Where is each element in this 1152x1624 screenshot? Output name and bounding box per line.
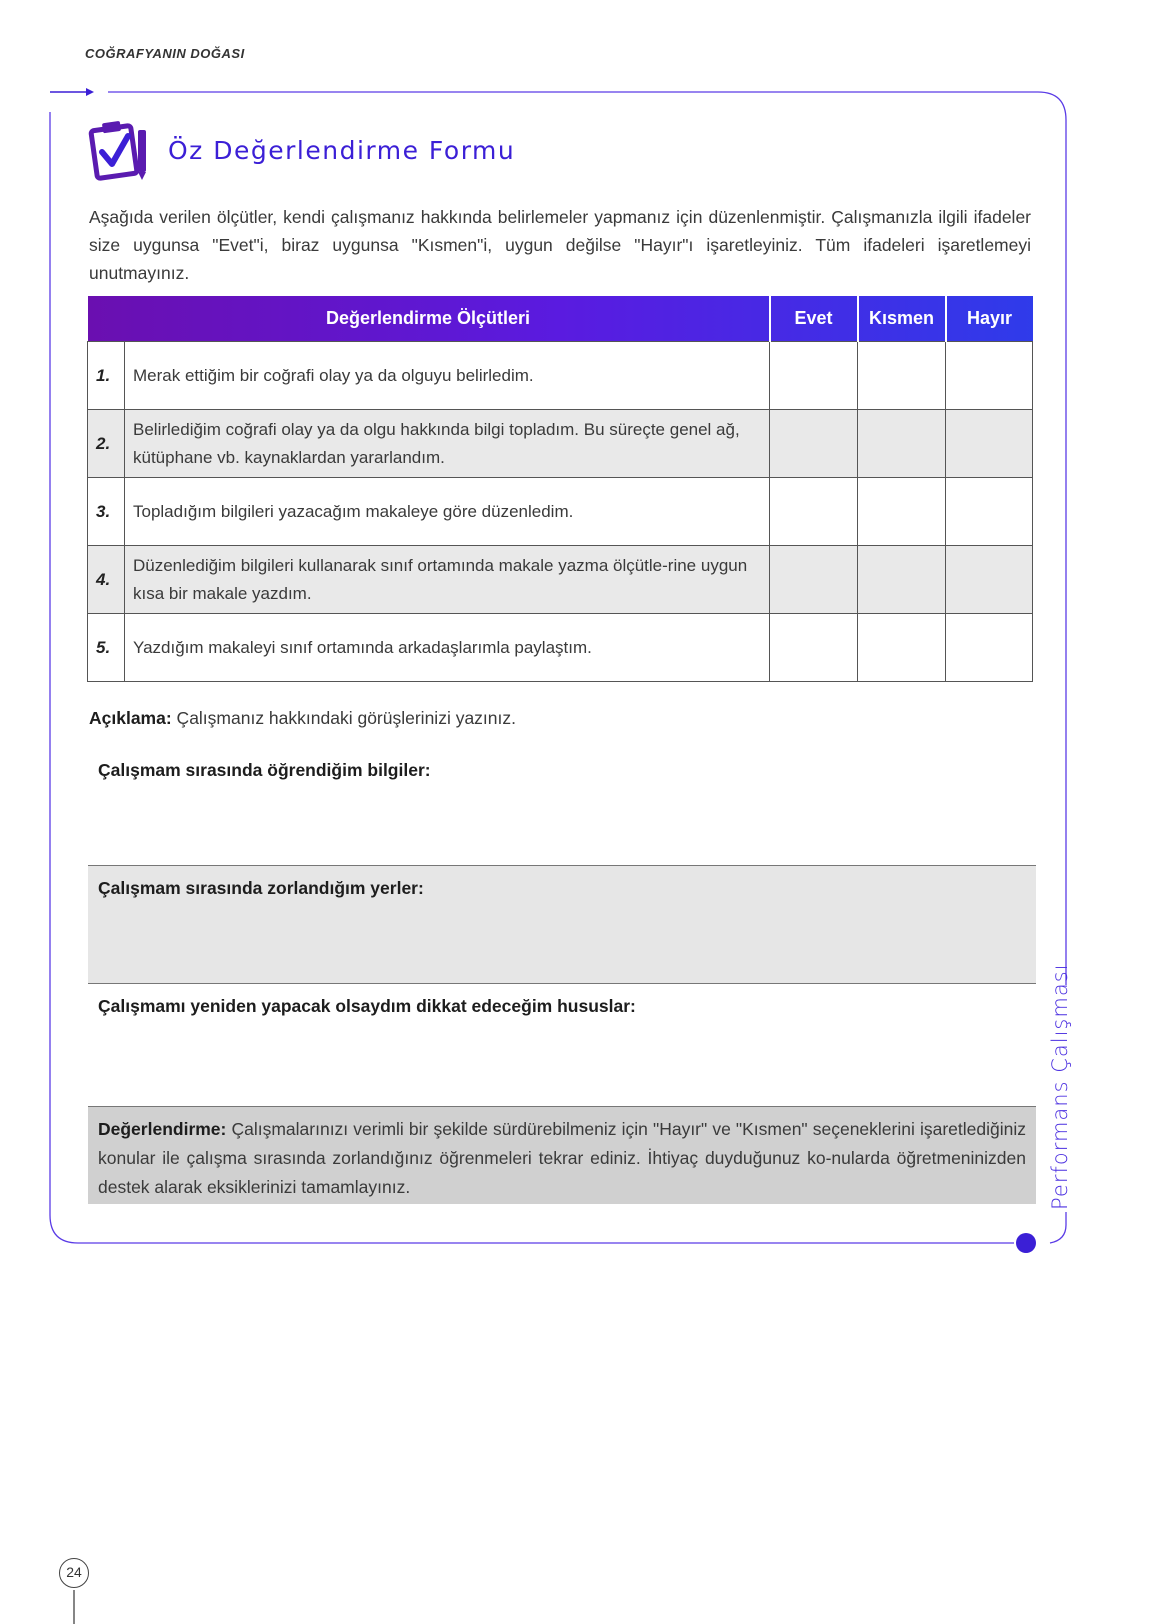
kismen-checkbox[interactable] <box>858 478 946 546</box>
intro-text: Aşağıda verilen ölçütler, kendi çalışmanız hakkında belirlemeler yapmanız için düzenlenmiştir. Çalışmanızla ilgili ifadeler size uygunsa "Evet"i, biraz uygunsa "Kısmen"i, uygun değilse "Hayır"ı işaretleyiniz. Tüm ifadeleri işaretlemeyi unutmayınız. <box>89 207 1031 283</box>
dot-icon <box>1016 1233 1036 1253</box>
row-text: Topladığım bilgileri yazacağım makaleye göre düzenledim. <box>125 478 770 546</box>
clipboard-check-icon <box>88 118 158 182</box>
evet-checkbox[interactable] <box>770 342 858 410</box>
row-number: 5. <box>88 614 125 682</box>
evaluation-label: Değerlendirme: <box>98 1119 227 1139</box>
evaluation-box <box>88 1106 1036 1204</box>
table-row <box>88 478 1033 546</box>
hayir-checkbox[interactable] <box>946 478 1033 546</box>
header-evet: Evet <box>770 296 858 342</box>
row-text: Düzenlediğim bilgileri kullanarak sınıf ortamında makale yazma ölçütle-rine uygun kısa bir makale yazdım. <box>125 546 770 614</box>
row-number: 1. <box>88 342 125 410</box>
hayir-checkbox[interactable] <box>946 546 1033 614</box>
table-row <box>88 410 1033 478</box>
row-text: Belirlediğim coğrafi olay ya da olgu hakkında bilgi topladım. Bu süreçte genel ağ, kütüphane vb. kaynaklardan yararlandım. <box>125 410 770 478</box>
aciklama-label: Açıklama: <box>89 708 172 728</box>
row-number: 4. <box>88 546 125 614</box>
form-title: Öz Değerlendirme Formu <box>168 136 516 165</box>
table-header-row <box>88 296 1033 342</box>
evaluation-text: Çalışmalarınızı verimli bir şekilde sürdürebilmeniz için "Hayır" ve "Kısmen" seçeneklerini işaretlediğiniz konular ile çalışma sırasında zorlandığınız öğrenmeleri tekrar ediniz. İhtiyaç duyduğunuz ko-nularda öğretmeninizden destek alarak eksiklerinizi tamamlayınız. <box>98 1119 1026 1197</box>
kismen-checkbox[interactable] <box>858 342 946 410</box>
section-label: Çalışmam sırasında zorlandığım yerler: <box>98 878 424 898</box>
table-row <box>88 546 1033 614</box>
section-difficulties[interactable] <box>88 865 1036 984</box>
evet-checkbox[interactable] <box>770 410 858 478</box>
section-next-time[interactable] <box>88 984 1036 1106</box>
hayir-checkbox[interactable] <box>946 410 1033 478</box>
section-label: Çalışmam sırasında öğrendiğim bilgiler: <box>98 760 431 780</box>
aciklama-line <box>89 708 516 729</box>
kismen-checkbox[interactable] <box>858 546 946 614</box>
aciklama-text: Çalışmanız hakkındaki görüşlerinizi yazınız. <box>171 708 516 728</box>
evet-checkbox[interactable] <box>770 614 858 682</box>
table-row <box>88 614 1033 682</box>
page-number: 24 <box>59 1558 89 1588</box>
chapter-title: COĞRAFYANIN DOĞASI <box>85 46 245 61</box>
kismen-checkbox[interactable] <box>858 410 946 478</box>
evet-checkbox[interactable] <box>770 546 858 614</box>
row-number: 2. <box>88 410 125 478</box>
table-row <box>88 342 1033 410</box>
header-hayir: Hayır <box>946 296 1033 342</box>
hayir-checkbox[interactable] <box>946 342 1033 410</box>
row-text: Yazdığım makaleyi sınıf ortamında arkadaşlarımla paylaştım. <box>125 614 770 682</box>
row-number: 3. <box>88 478 125 546</box>
hayir-checkbox[interactable] <box>946 614 1033 682</box>
row-text: Merak ettiğim bir coğrafi olay ya da olguyu belirledim. <box>125 342 770 410</box>
section-learned[interactable] <box>88 750 1036 865</box>
header-criteria: Değerlendirme Ölçütleri <box>325 308 531 328</box>
criteria-table <box>87 296 1033 682</box>
evet-checkbox[interactable] <box>770 478 858 546</box>
section-label: Çalışmamı yeniden yapacak olsaydım dikkat edeceğim hususlar: <box>98 996 636 1016</box>
kismen-checkbox[interactable] <box>858 614 946 682</box>
side-label: Performans Çalışması <box>1048 963 1072 1210</box>
header-kismen: Kısmen <box>858 296 946 342</box>
